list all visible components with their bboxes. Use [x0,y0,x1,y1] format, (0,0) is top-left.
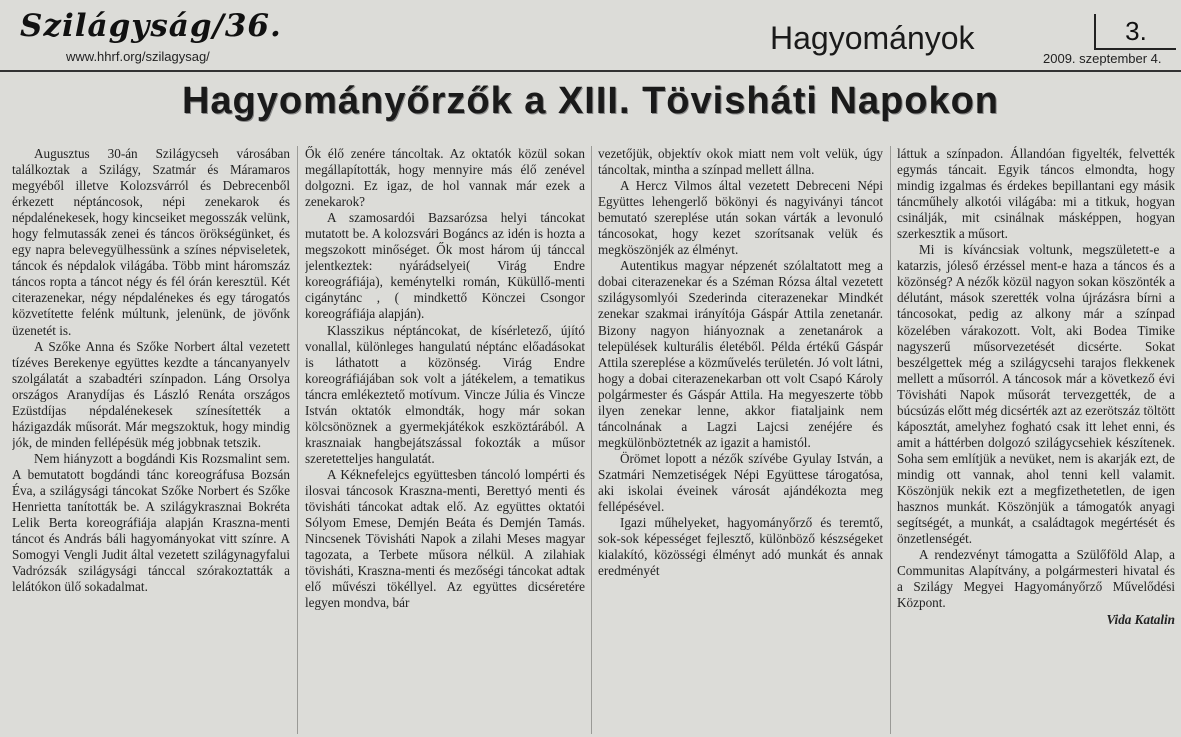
paragraph: Klasszikus néptáncokat, de kísérletező, újító vonallal, különleges hangulatú néptánc előadásokat is láthatott a közönség. Virág Endre koreográfiájában sok volt a játékelem, a tematikus táncra emlékeztető motívum. Vincze Júlia és Vincze István oktatók elmondták, hogy már sokan kölcsönöznek a gyermekjátékok eszköztárából. A krasznaiak hangbejátszással fokozták a műsor szeretetteljes hangulatát. [305,322,585,466]
masthead-name: Szilágyság/36. [20,8,282,44]
paragraph: Mi is kíváncsiak voltunk, megszületett-e a katarzis, jóleső érzéssel ment-e haza a táncos és a közönség? A nézők közül nagyon sokan köszönték a délutánt, mások szerették volna újrázásra bírni a táncosokat, pedig az alkony már a színpad közelében várakozott. Volt, aki Bodea Timike nagyszerű műsorvezetését dicsérte. Sokat beszélgettek még a szilágycsehi tarajos flekkenek mellett a műsorról. A táncosok már a következő évi Tövisháti Napok műsorát tervezgették, de a búcsúzás előtt még dicsérték azt az ezerötszáz töltött káposztát, amelyhez fogható csak itt lehet enni, és amit a háttérben dolgozó szilágycsehiek készítenek. Soha sem említjük a nevüket, nem is akarják ezt, de mindig ott vannak, ahol tenni kell valamit. Köszönjük nekik ezt a megfizethetetlen, de igen hasznos munkát. Köszönjük a támogatók anyagi segítségét, a munkát, a családtagok megértését és önzetlenségét. [897,242,1175,547]
paragraph: Örömet lopott a nézők szívébe Gyulay István, a Szatmári Nemzetiségek Népi Együttese tárogatósa, aki iskolai éveinek városát ajándékozta meg fellépésével. [598,450,883,515]
page-number: 3. [1094,14,1176,50]
article-column-3 [598,146,883,734]
paragraph: A Hercz Vilmos által vezetett Debreceni Népi Együttes lehengerlő bökönyi és nagyiványi táncot bemutató szereplése után sokan várták a levonuló táncosokat, hogy kezet szorítsanak velük és megköszönjék az élményt. [598,178,883,258]
article-column-2 [305,146,585,734]
paragraph-continued: Ők élő zenére táncoltak. Az oktatók közül sokan megállapították, hogy mennyire más élő zenével dolgozni. Ez igaz, de hol vannak már ezek a zenekarok? [305,146,585,210]
author-byline: Vida Katalin [1106,612,1175,628]
paragraph: Autentikus magyar népzenét szólaltatott meg a dobai citerazenekar és a Széman Rózsa által vezetett szilágysomlyói Szederinda citerazenekar Mindkét zenekar szakmai irányítója Gáspár Attila zenetanár. Bizony nagyon hiányoznak a zenetanárok a települések kulturális életéből. Példa értékű Gáspár Attila szereplése a közművelés területén. Jó volt látni, hogy a dobai citerazenekarban ott volt Csapó Károly polgármester és Gáspár Attila. Ha megyeszerte több ilyen zenekar lenne, akkor fiataljaink nem táncolnának a Lagzi Lajcsi zenéjére és megkülönböztetnék az igazit a hamistól. [598,258,883,450]
headline: Hagyományőrzők a XIII. Tövisháti Napokon [181,80,1000,122]
paragraph: Augusztus 30-án Szilágycseh városában találkoztak a Szilágy, Szatmár és Máramaros megyéből illetve Kolozsvárról és Debrecenből érkezett néptáncosok, népi zenekarok és népdalénekesek, hogy kincseiket megosszák velünk, hogy felmutassák zenei és táncos örökségünket, és egy napra belevegyülhessünk a színes népviseletek, táncok és népdalok világába. Több mint háromszáz táncos ropta a táncot négy és fél órán keresztül. Két citerazenekar, négy népdalénekes és egy tárogatós közvetítette felénk múltunk, jelenünk, de jövőnk üzenetét is. [12,146,290,338]
paragraph-continued: vezetőjük, objektív okok miatt nem volt velük, úgy táncoltak, mintha a színpad mellett állna. [598,146,883,178]
article-column-1 [12,146,290,734]
paragraph: A Szőke Anna és Szőke Norbert által vezetett tízéves Berekenye együttes kezdte a táncanyanyelv szolgálatát a szabadtéri színpadon. Láng Orsolya országos Aranydíjas és László Renáta országos Ezüstdíjas népdalénekesek színesítették a házigazdák műsorát. Már megszoktuk, hogy mindig jók, de minden fellépésük még jobbnak tetszik. [12,338,290,450]
paragraph: Igazi műhelyeket, hagyományőrző és teremtő, sok-sok képességet fejlesztő, különböző készségeket kialakító, közösségi élményt adó munkát és annak eredményét [598,515,883,579]
column-divider [890,146,891,734]
paragraph: Nem hiányzott a bogdándi Kis Rozsmalint sem. A bemutatott bogdándi tánc koreográfusa Bozsán Éva, a szilágysági táncokat Szőke Norbert és Szőke Henrietta tanították be. A szilágykrasznai Bokréta Lelik Berta koreográfiája alapján Kraszna-menti táncot és András báli hagyományokat vitt színre. A Somogyi Vengli Judit által vezetett szilágynagyfalui Vadrózsák szilágysági tánccal szórakoztatták a lelátókon ülő sokadalmat. [12,450,290,595]
masthead-url[interactable]: www.hhrf.org/szilagysag/ [66,49,210,64]
paragraph: A szamosardói Bazsarózsa helyi táncokat mutatott be. A kolozsvári Bogáncs az idén is hozta a megszokott minőséget. Ők most három új tánccal jelentkeztek: nyárádselyei( Virág Endre koreográfiája), keménytelki román, Küküllő-menti cigánytánc , ( mindkettő Könczei Csongor koreográfiája alapján). [305,210,585,322]
paragraph: A rendezvényt támogatta a Szülőföld Alap, a Communitas Alapítvány, a polgármesteri hivatal és a Szilágy Megyei Hagyományőrző Művelődési Központ. [897,547,1175,611]
column-divider [591,146,592,734]
masthead-rule [0,70,1181,72]
paragraph-continued: láttuk a színpadon. Állandóan figyelték, felvették egymás táncait. Egyik táncos elmondta, hogy mindig izgalmas és érdekes bepillantani egy másik táncműhely alkotói világába: mi a titkuk, hogyan csinálják, mit csinálnak másképpen, hogyan szerkesztik a műsort. [897,146,1175,242]
paragraph: A Kéknefelejcs együttesben táncoló lompérti és ilosvai táncosok Kraszna-menti, Berettyó menti és tövisháti táncokat adtak elő. Az együttes oktatói Sólyom Emese, Demjén Beáta és Demjén Tamás. Nincsenek Tövisháti Napok a zilahi Meses magyar tagozata, a Terbete műsora nélkül. A zilahiak tövisháti, Kraszna-menti és mezőségi táncokat adtak elő művészi tökéllyel. Az együttes dicséretére legyen mondva, bár [305,466,585,611]
column-divider [297,146,298,734]
section-title: Hagyományok [770,20,975,56]
article-column-4 [897,146,1175,734]
issue-date: 2009. szeptember 4. [1043,51,1162,66]
